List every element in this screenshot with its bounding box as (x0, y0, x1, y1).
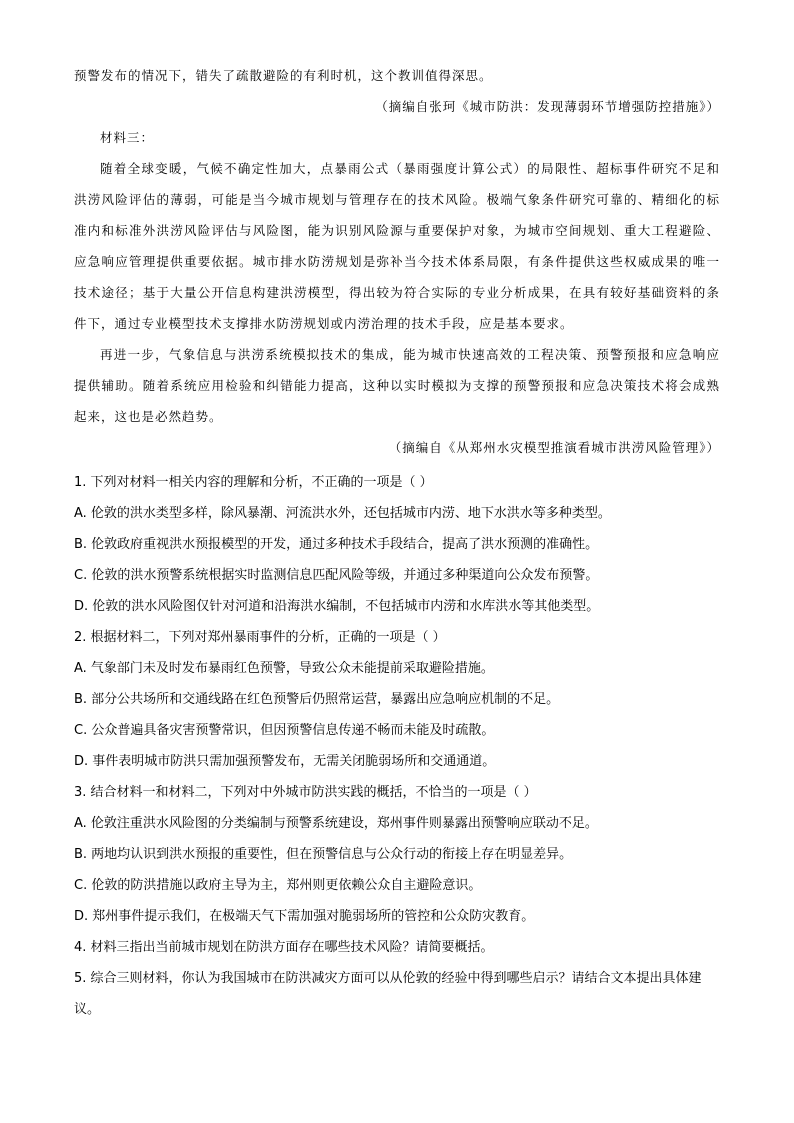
material-3-label: 材料三： (100, 130, 155, 145)
material-3-paragraph-1: 随着全球变暖，气候不确定性加大，点暴雨公式（暴雨强度计算公式）的局限性、超标事件研究不足和洪涝风险评估的薄弱，可能是当今城市规划与管理存在的技术风险。极端气象条件研究可靠的、精细化的标准内和标准外洪涝风险评估与风险图，能为识别风险源与重要保护对象，为城市空间规划、重大工程避险、应急响应管理提供重要依据。城市排水防涝规划是弥补当今技术体系局限，有条件提供这些权威成果的唯一技术途径；基于大量公开信息构建洪涝模型，得出较为符合实际的专业分析成果，在具有较好基础资料的条件下，通过专业模型技术支撑排水防涝规划或内涝治理的技术手段，应是基本要求。 (74, 161, 720, 331)
question-5-stem: 5. 综合三则材料，你认为我国城市在防洪减灾方面可以从伦敦的经验中得到哪些启示？请结合文本提出具体建议。 (74, 971, 702, 1017)
source-citation-2: （摘编自张珂《城市防洪：发现薄弱环节增强防控措施》） (375, 99, 720, 114)
question-3-option-c: C. 伦敦的防洪措施以政府主导为主，郑州则更依赖公众自主避险意识。 (74, 878, 482, 893)
material-2-continuation: 预警发布的情况下，错失了疏散避险的有利时机，这个教训值得深思。 (74, 68, 493, 83)
question-2-option-d: D. 事件表明城市防洪只需加强预警发布，无需关闭脆弱场所和交通通道。 (74, 754, 496, 769)
question-2-option-c: C. 公众普遍具备灾害预警常识，但因预警信息传递不畅而未能及时疏散。 (74, 723, 495, 738)
question-3-stem: 3. 结合材料一和材料二，下列对中外城市防洪实践的概括，不恰当的一项是（ ） (74, 785, 537, 800)
question-2-stem: 2. 根据材料二，下列对郑州暴雨事件的分析，正确的一项是（ ） (74, 630, 446, 645)
question-2-option-a: A. 气象部门未及时发布暴雨红色预警，导致公众未能提前采取避险措施。 (74, 661, 494, 676)
question-1-option-d: D. 伦敦的洪水风险图仅针对河道和沿海洪水编制，不包括城市内涝和水库洪水等其他类型。 (74, 599, 600, 614)
material-3-paragraph-2: 再进一步，气象信息与洪涝系统模拟技术的集成，能为城市快速高效的工程决策、预警预报和应急响应提供辅助。随着系统应用检验和纠错能力提高，这种以实时模拟为支撑的预警预报和应急决策技术将会成熟起来，这也是必然趋势。 (74, 347, 720, 424)
question-1-option-a: A. 伦敦的洪水类型多样，除风暴潮、河流洪水外，还包括城市内涝、地下水洪水等多种类型。 (74, 506, 611, 521)
question-3-option-d: D. 郑州事件提示我们，在极端天气下需加强对脆弱场所的管控和公众防灾教育。 (74, 909, 535, 924)
question-1-stem: 1. 下列对材料一相关内容的理解和分析，不正确的一项是（ ） (74, 475, 433, 490)
question-4-stem: 4. 材料三指出当前城市规划在防洪方面存在哪些技术风险？请简要概括。 (74, 940, 494, 955)
question-1-option-c: C. 伦敦的洪水预警系统根据实时监测信息匹配风险等级，并通过多种渠道向公众发布预警。 (74, 568, 599, 583)
question-2-option-b: B. 部分公共场所和交通线路在红色预警后仍照常运营，暴露出应急响应机制的不足。 (74, 692, 560, 707)
question-3-option-a: A. 伦敦注重洪水风险图的分类编制与预警系统建设，郑州事件则暴露出预警响应联动不足。 (74, 816, 598, 831)
source-citation-3: （摘编自《从郑州水灾模型推演看城市洪涝风险管理》） (388, 440, 720, 455)
question-3-option-b: B. 两地均认识到洪水预报的重要性，但在预警信息与公众行动的衔接上存在明显差异。 (74, 847, 573, 862)
question-1-option-b: B. 伦敦政府重视洪水预报模型的开发，通过多种技术手段结合，提高了洪水预测的准确性。 (74, 537, 599, 552)
